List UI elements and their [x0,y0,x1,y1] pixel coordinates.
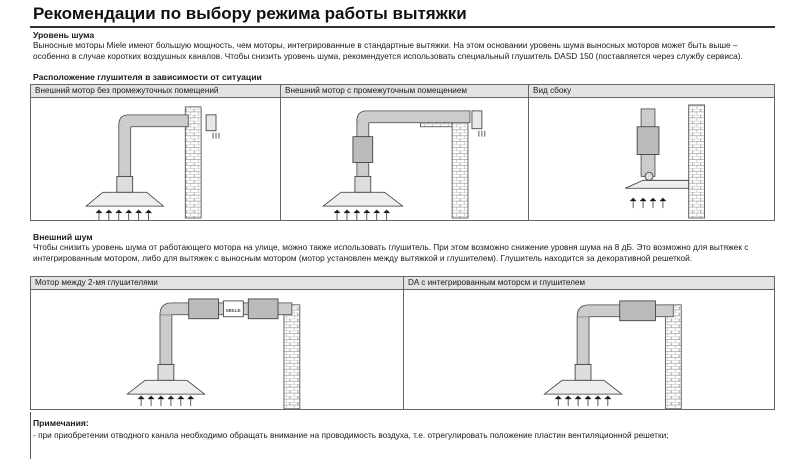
external-noise-heading: Внешний шум [33,232,93,242]
notes-line-1: - при приобретении отводного канала необходимо обращать внимание на проводимость воздуха, т.е. отрегулировать положение пластин вентиляционной решетки; [33,430,669,440]
hood-canopy [86,192,163,206]
diagram-motor-between-silencers [31,289,403,409]
external-text-line-2: интегрированным мотором, либо для вытяжек с выносным мотором (мотор установлен между вытяжкой и глушителем). Глушитель находится за декоративной решеткой. [33,253,693,263]
brick-wall [452,117,468,218]
hood-canopy [127,380,204,394]
silencer [353,137,373,163]
horizontal-duct [119,115,188,127]
placement-header-3: Вид сбоку [529,85,774,98]
airflow-arrows [555,396,611,406]
hood-canopy [625,180,688,188]
vertical-duct [119,125,131,177]
silencer-2 [248,299,278,319]
placement-header-1: Внешний мотор без промежуточных помещений [31,85,280,98]
diagram-no-intermediate-room [31,97,280,220]
external-cell-2 [404,277,774,409]
brick-wall [665,305,681,409]
external-header-1: Мотор между 2-мя глушителями [31,277,403,290]
external-table [30,276,775,410]
placement-cell-1 [31,85,281,220]
external-cell-1 [31,277,404,409]
vertical-duct [160,315,172,365]
airflow-arrows [138,396,194,406]
motor-badge-label: MIELE [225,308,241,314]
hood-canopy [323,192,402,206]
diagram-with-intermediate-room [281,97,528,220]
hood-duct-diagram-4 [31,289,403,409]
diagram-integrated-motor-silencer [404,289,774,409]
brick-wall [284,305,300,409]
horizontal-duct [357,111,470,123]
hood-canopy [544,380,621,394]
hood-duct-diagram-1 [31,97,280,220]
external-header-2: DA с интегрированным моторсм и глушителем [404,277,774,290]
outside-motor [472,111,482,129]
diagram-side-view [529,97,774,220]
notes-heading: Примечания: [33,418,89,428]
silencer [620,301,656,321]
placement-header-2: Внешний мотор с промежуточным помещением [281,85,528,98]
silencer [637,127,659,155]
placement-table [30,84,775,221]
margin-rule [30,412,31,459]
noise-heading: Уровень шума [33,30,95,40]
hood-duct-diagram-3 [529,97,774,220]
silencer-1 [189,299,219,319]
external-text-line-1: Чтобы снизить уровень шума от работающего мотора на улице, можно также использовать глушитель. При этом возможно снижение уровня шума на 8 дБ. Это возможно для вытяжек с [33,242,749,252]
placement-cell-3 [529,85,774,220]
placement-heading: Расположение глушителя в зависимости от ситуации [33,72,262,82]
vertical-duct [577,317,589,365]
hood-duct-diagram-2 [281,97,528,220]
hood-duct-diagram-5 [404,289,774,409]
page-title: Рекомендации по выбору режима работы вытяжки [33,4,467,23]
noise-text-line-2: особенно в случае коротких воздушных каналов. Чтобы снизить уровень шума, рекомендуется использовать специальный глушитель DASD 150 (поставляется через службу сервиса). [33,51,743,61]
outside-motor [206,115,216,131]
brick-wall [689,105,705,218]
airflow-arrows [630,198,666,208]
noise-text-line-1: Выносные моторы Miele имеют большую мощность, чем моторы, интегрированные в стандартные вытяжки. На этом основании уровень шума выносных моторов может быть выше – [33,40,738,50]
placement-cell-2 [281,85,529,220]
title-rule [30,26,775,28]
